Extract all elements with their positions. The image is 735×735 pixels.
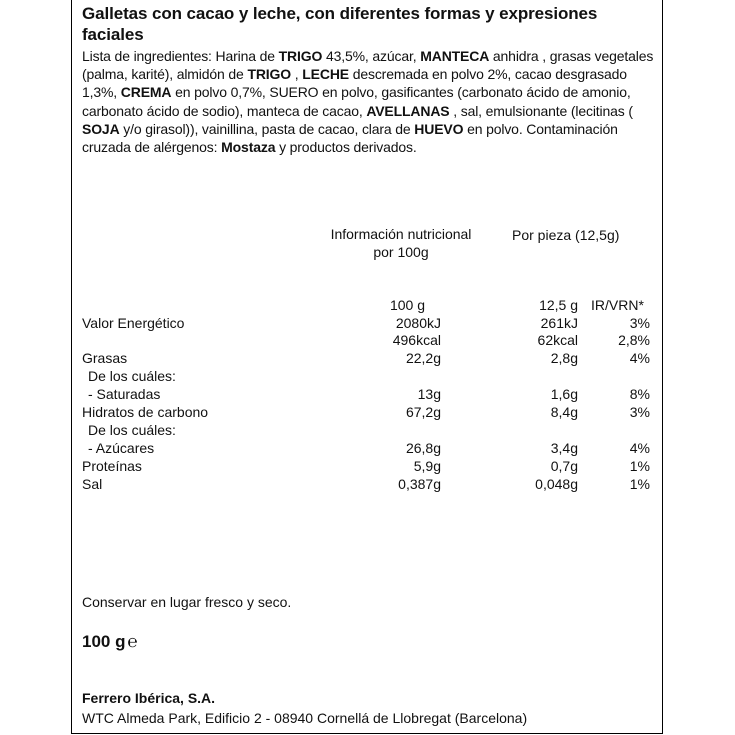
nutrient-label: Proteínas (82, 458, 142, 474)
ingredient-text: 43,5%, azúcar, (322, 48, 421, 64)
allergen: LECHE (302, 66, 349, 83)
allergen: SOJA (82, 120, 120, 137)
col-ir-vrn: IR/VRN* (591, 297, 644, 313)
value-per-100g: 0,387g (398, 476, 441, 492)
allergen: TRIGO (247, 66, 292, 83)
header-per-100g-line1: Información nutricional (330, 226, 472, 242)
nutrient-label: - Saturadas (88, 386, 161, 402)
storage-instructions: Conservar en lugar fresco y seco. (82, 594, 292, 610)
value-per-100g: 13g (417, 386, 441, 402)
value-ir-vrn: 4% (629, 440, 650, 456)
ingredient-text: en polvo. Contaminación cruzada de alérgenos: (82, 120, 618, 156)
value-per-piece: 3,4g (550, 440, 578, 456)
ingredient-text: y/o girasol)), vainillina, pasta de cacao, clara de (119, 120, 415, 137)
net-weight (82, 632, 138, 652)
nutrient-label: De los cuáles: (88, 422, 176, 438)
value-ir-vrn: 2,8% (618, 332, 650, 348)
value-per-100g: 22,2g (405, 350, 441, 366)
header-per-100g-line2: por 100g (373, 244, 429, 260)
header-per-piece: Por pieza (12,5g) (512, 227, 620, 243)
col-100g: 100 g (389, 297, 425, 313)
value-per-100g: 5,9g (413, 458, 441, 474)
value-ir-vrn: 3% (629, 404, 650, 420)
value-per-piece: 1,6g (550, 386, 578, 402)
nutrient-label: Valor Energético (82, 315, 185, 331)
allergen: Mostaza (221, 139, 276, 156)
ingredient-text: y productos derivados. (275, 139, 417, 156)
allergen: MANTECA (420, 48, 490, 64)
value-per-piece: 2,8g (550, 350, 578, 366)
value-per-100g: 26,8g (405, 440, 441, 456)
product-title: Galletas con cacao y leche, con diferentes formas y expresiones faciales (82, 4, 598, 44)
value-ir-vrn: 1% (629, 458, 650, 474)
nutrient-label: Sal (82, 476, 103, 492)
value-per-100g: 496kcal (392, 332, 441, 348)
allergen: HUEVO (414, 120, 464, 137)
value-per-100g: 67,2g (405, 404, 441, 420)
value-per-piece: 8,4g (550, 404, 578, 420)
value-per-piece: 62kcal (537, 332, 578, 348)
ingredient-text: Lista de ingredientes: Harina de (82, 48, 279, 64)
value-per-piece: 0,048g (535, 476, 578, 492)
nutrient-label: Grasas (82, 350, 128, 366)
nutrient-label: De los cuáles: (88, 368, 176, 384)
ingredient-text: , sal, emulsionante (lecitinas ( (449, 102, 633, 119)
value-ir-vrn: 3% (629, 315, 650, 331)
allergen: AVELLANAS (366, 102, 450, 119)
value-per-piece: 261kJ (540, 315, 578, 331)
company-name: Ferrero Ibérica, S.A. (82, 690, 216, 706)
ingredients-list (82, 47, 657, 156)
allergen: CREMA (120, 84, 172, 101)
allergen: TRIGO (278, 48, 323, 64)
value-per-100g: 2080kJ (395, 315, 441, 331)
nutrient-label: Hidratos de carbono (82, 404, 209, 420)
value-ir-vrn: 8% (629, 386, 650, 402)
value-ir-vrn: 1% (629, 476, 650, 492)
ingredient-text: , (291, 66, 303, 83)
estimated-sign-icon: ℮ (127, 632, 138, 651)
company-address: WTC Almeda Park, Edificio 2 - 08940 Cornellá de Llobregat (Barcelona) (82, 710, 528, 726)
ingredient-text: descremada en polvo 2%, cacao desgrasado 1,3%, (82, 66, 627, 101)
nutrient-label: - Azúcares (88, 440, 155, 456)
ingredient-text: en polvo 0,7%, SUERO en polvo, gasificantes (carbonato ácido de amonio, carbonato ácido de sodio), manteca de cacao, (82, 84, 631, 119)
col-piece: 12,5 g (539, 297, 578, 313)
ingredient-text: anhidra , grasas vegetales (palma, karité), almidón de (82, 48, 654, 83)
value-per-piece: 0,7g (550, 458, 578, 474)
value-ir-vrn: 4% (629, 350, 650, 366)
net-weight-value: 100 g (82, 632, 126, 651)
